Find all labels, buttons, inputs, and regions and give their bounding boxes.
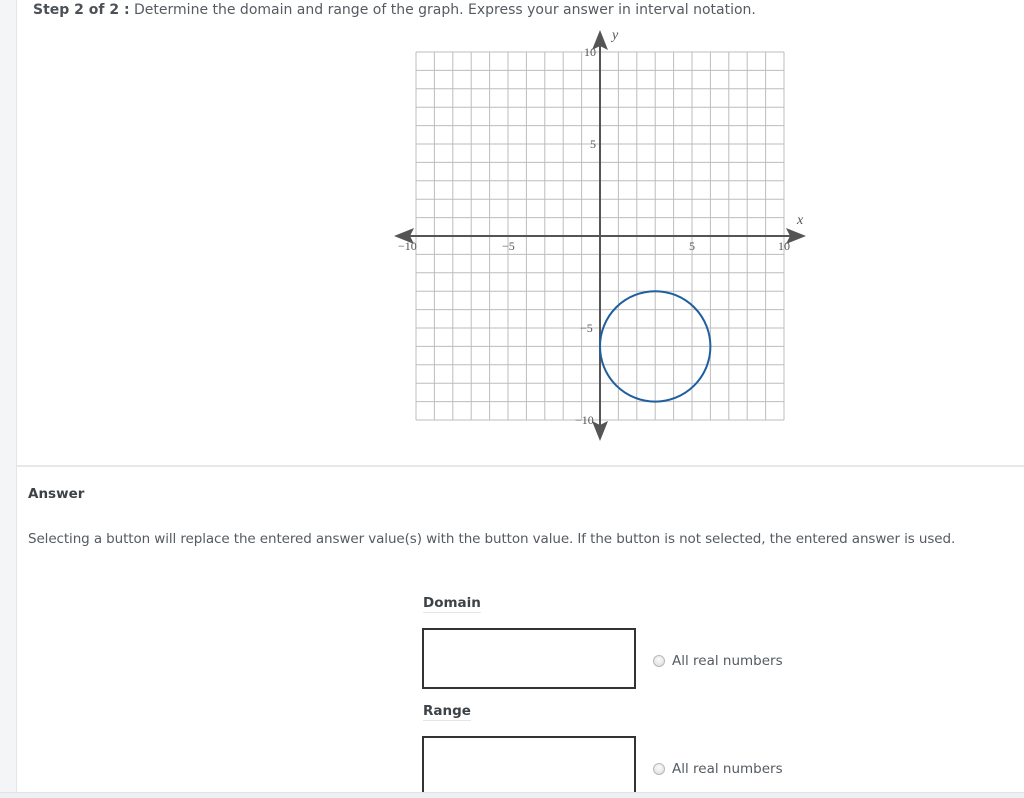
- domain-all-real-numbers-option[interactable]: [653, 653, 783, 669]
- option-label: All real numbers: [672, 653, 783, 669]
- coordinate-graph: [390, 25, 810, 450]
- domain-label: Domain: [423, 595, 481, 611]
- radio-button-icon[interactable]: [653, 655, 665, 667]
- x-tick-label: 10: [778, 239, 790, 253]
- y-tick-label: 5: [590, 137, 596, 151]
- x-tick-label: −10: [398, 239, 417, 253]
- section-divider: [17, 465, 1024, 467]
- y-tick-label: 10: [584, 45, 596, 59]
- range-input[interactable]: [422, 736, 636, 794]
- left-gutter: [0, 0, 17, 797]
- answer-instructions: Selecting a button will replace the entered answer value(s) with the button value. If the button is not selected, the entered answer is used.: [28, 531, 956, 547]
- bottom-bar: [0, 792, 1024, 798]
- y-tick-label: −5: [580, 321, 593, 335]
- y-axis-label: y: [612, 28, 619, 43]
- option-label: All real numbers: [672, 761, 783, 777]
- domain-input[interactable]: [422, 628, 636, 689]
- answer-heading: Answer: [28, 486, 85, 502]
- prompt-text: Determine the domain and range of the graph. Express your answer in interval notation.: [134, 2, 756, 18]
- y-tick-label: −10: [575, 413, 594, 427]
- question-prompt: [33, 2, 756, 18]
- x-tick-label: −5: [502, 239, 515, 253]
- x-tick-label: 5: [689, 239, 695, 253]
- radio-button-icon[interactable]: [653, 763, 665, 775]
- x-axis-label: x: [797, 213, 804, 228]
- step-label: Step 2 of 2 :: [33, 2, 130, 18]
- range-all-real-numbers-option[interactable]: [653, 761, 783, 777]
- range-label: Range: [423, 703, 471, 719]
